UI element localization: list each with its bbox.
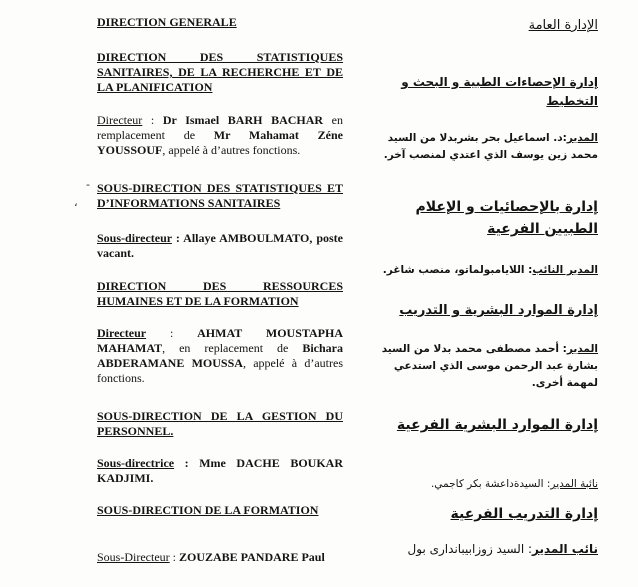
ar-role-label: نائب المدير xyxy=(532,542,598,556)
fr-title-sous-direction-statistiques: SOUS-DIRECTION DES STATISTIQUES ET D’INFORMATIONS SANITAIRES xyxy=(97,181,343,210)
ar-title-sous-direction-formation: إدارة التدريب الفرعية xyxy=(450,506,598,522)
ar-paragraph-directeur-rh: المدير: أحمد مصطفى محمد بدلا من السيد بشارة عبد الرحمن موسى الذي استدعي لمهمة أخرى. xyxy=(381,343,598,389)
ar-paragraph-directeur-statistiques: المدير:د. اسماعيل بحر بشربدلا من السيد محمد زين يوسف الذي اعتدي لمنصب آخر. xyxy=(383,132,598,161)
fr-role-label: Directeur xyxy=(97,113,143,127)
ar-role-label: المدير النائب xyxy=(532,264,598,276)
fr-title-direction-generale: DIRECTION GENERALE xyxy=(97,15,237,29)
fr-paragraph-sous-directrice-personnel: Sous-directrice : Mme DACHE BOUKAR KADJIMI. xyxy=(97,456,343,485)
fr-role-label: Sous-directeur xyxy=(97,231,172,245)
ar-title-sous-direction-statistiques: إدارة بالإحصائيات و الإعلام الطبيين الفرعية xyxy=(415,199,598,237)
fr-person-name: Mr Mahamat Zéne YOUSSOUF xyxy=(97,128,343,157)
fr-person-name: AHMAT MOUSTAPHA MAHAMAT xyxy=(97,326,343,355)
ar-role-label: المدير xyxy=(566,343,598,355)
fr-role-label: Directeur xyxy=(97,326,147,340)
ar-paragraph-sous-directrice-personnel: نائبة المدير: السيدةداعشة بكر كاجمي. xyxy=(430,478,598,490)
fr-paragraph-directeur-statistiques: Directeur : Dr Ismael BARH BACHAR en remplacement de Mr Mahamat Zéne YOUSSOUF, appelé à d’autres fonctions. xyxy=(97,113,343,157)
fr-title-sous-direction-formation: SOUS-DIRECTION DE LA FORMATION xyxy=(97,503,319,517)
fr-title-gestion-personnel: SOUS-DIRECTION DE LA GESTION DU PERSONNEL. xyxy=(97,409,343,438)
fr-person-name: Dr Ismael BARH BACHAR xyxy=(162,113,324,127)
stray-mark: ، xyxy=(74,196,78,209)
fr-paragraph-directeur-rh: Directeur : AHMAT MOUSTAPHA MAHAMAT, en replacement de Bichara ABDERAMANE MOUSSA, appelé à d’autres fonctions. xyxy=(97,326,343,385)
fr-person-name: ZOUZABE PANDARE Paul xyxy=(179,550,325,564)
fr-paragraph-sous-directeur-statistiques: Sous-directeur : Allaye AMBOULMATO, poste vacant. xyxy=(97,231,343,260)
fr-title-direction-ressources-humaines: DIRECTION DES RESSOURCES HUMAINES ET DE LA FORMATION xyxy=(97,279,343,308)
ar-title-direction-generale: الإدارة العامة xyxy=(528,18,598,33)
fr-person-name: Bichara ABDERAMANE MOUSSA xyxy=(97,341,343,370)
fr-role-label: Sous-directrice xyxy=(97,456,175,470)
ar-role-label: المدير xyxy=(566,132,598,144)
ar-role-label: نائبة المدير xyxy=(550,478,598,490)
ar-title-direction-ressources-humaines: إدارة الموارد البشرية و التدريب xyxy=(399,303,598,318)
ar-title-gestion-personnel: إدارة الموارد البشرية الفرعية xyxy=(396,417,598,433)
ar-title-direction-statistiques: إدارة الإحصاءات الطبية و البحث و التخطيط xyxy=(401,75,598,108)
fr-role-label: Sous-Directeur xyxy=(97,550,170,564)
fr-title-direction-statistiques: DIRECTION DES STATISTIQUES SANITAIRES, DE LA RECHERCHE ET DE LA PLANIFICATION xyxy=(97,50,343,94)
fr-paragraph-sous-directeur-formation: Sous-Directeur : ZOUZABE PANDARE Paul xyxy=(97,550,325,564)
ar-paragraph-sous-directeur-statistiques: المدير النائب: اللايامبولماتو، منصب شاغر. xyxy=(382,264,598,276)
stray-mark: - xyxy=(86,178,90,191)
ar-paragraph-sous-directeur-formation: نائب المدير: السيد زوزابيباندارى بول xyxy=(407,542,598,556)
